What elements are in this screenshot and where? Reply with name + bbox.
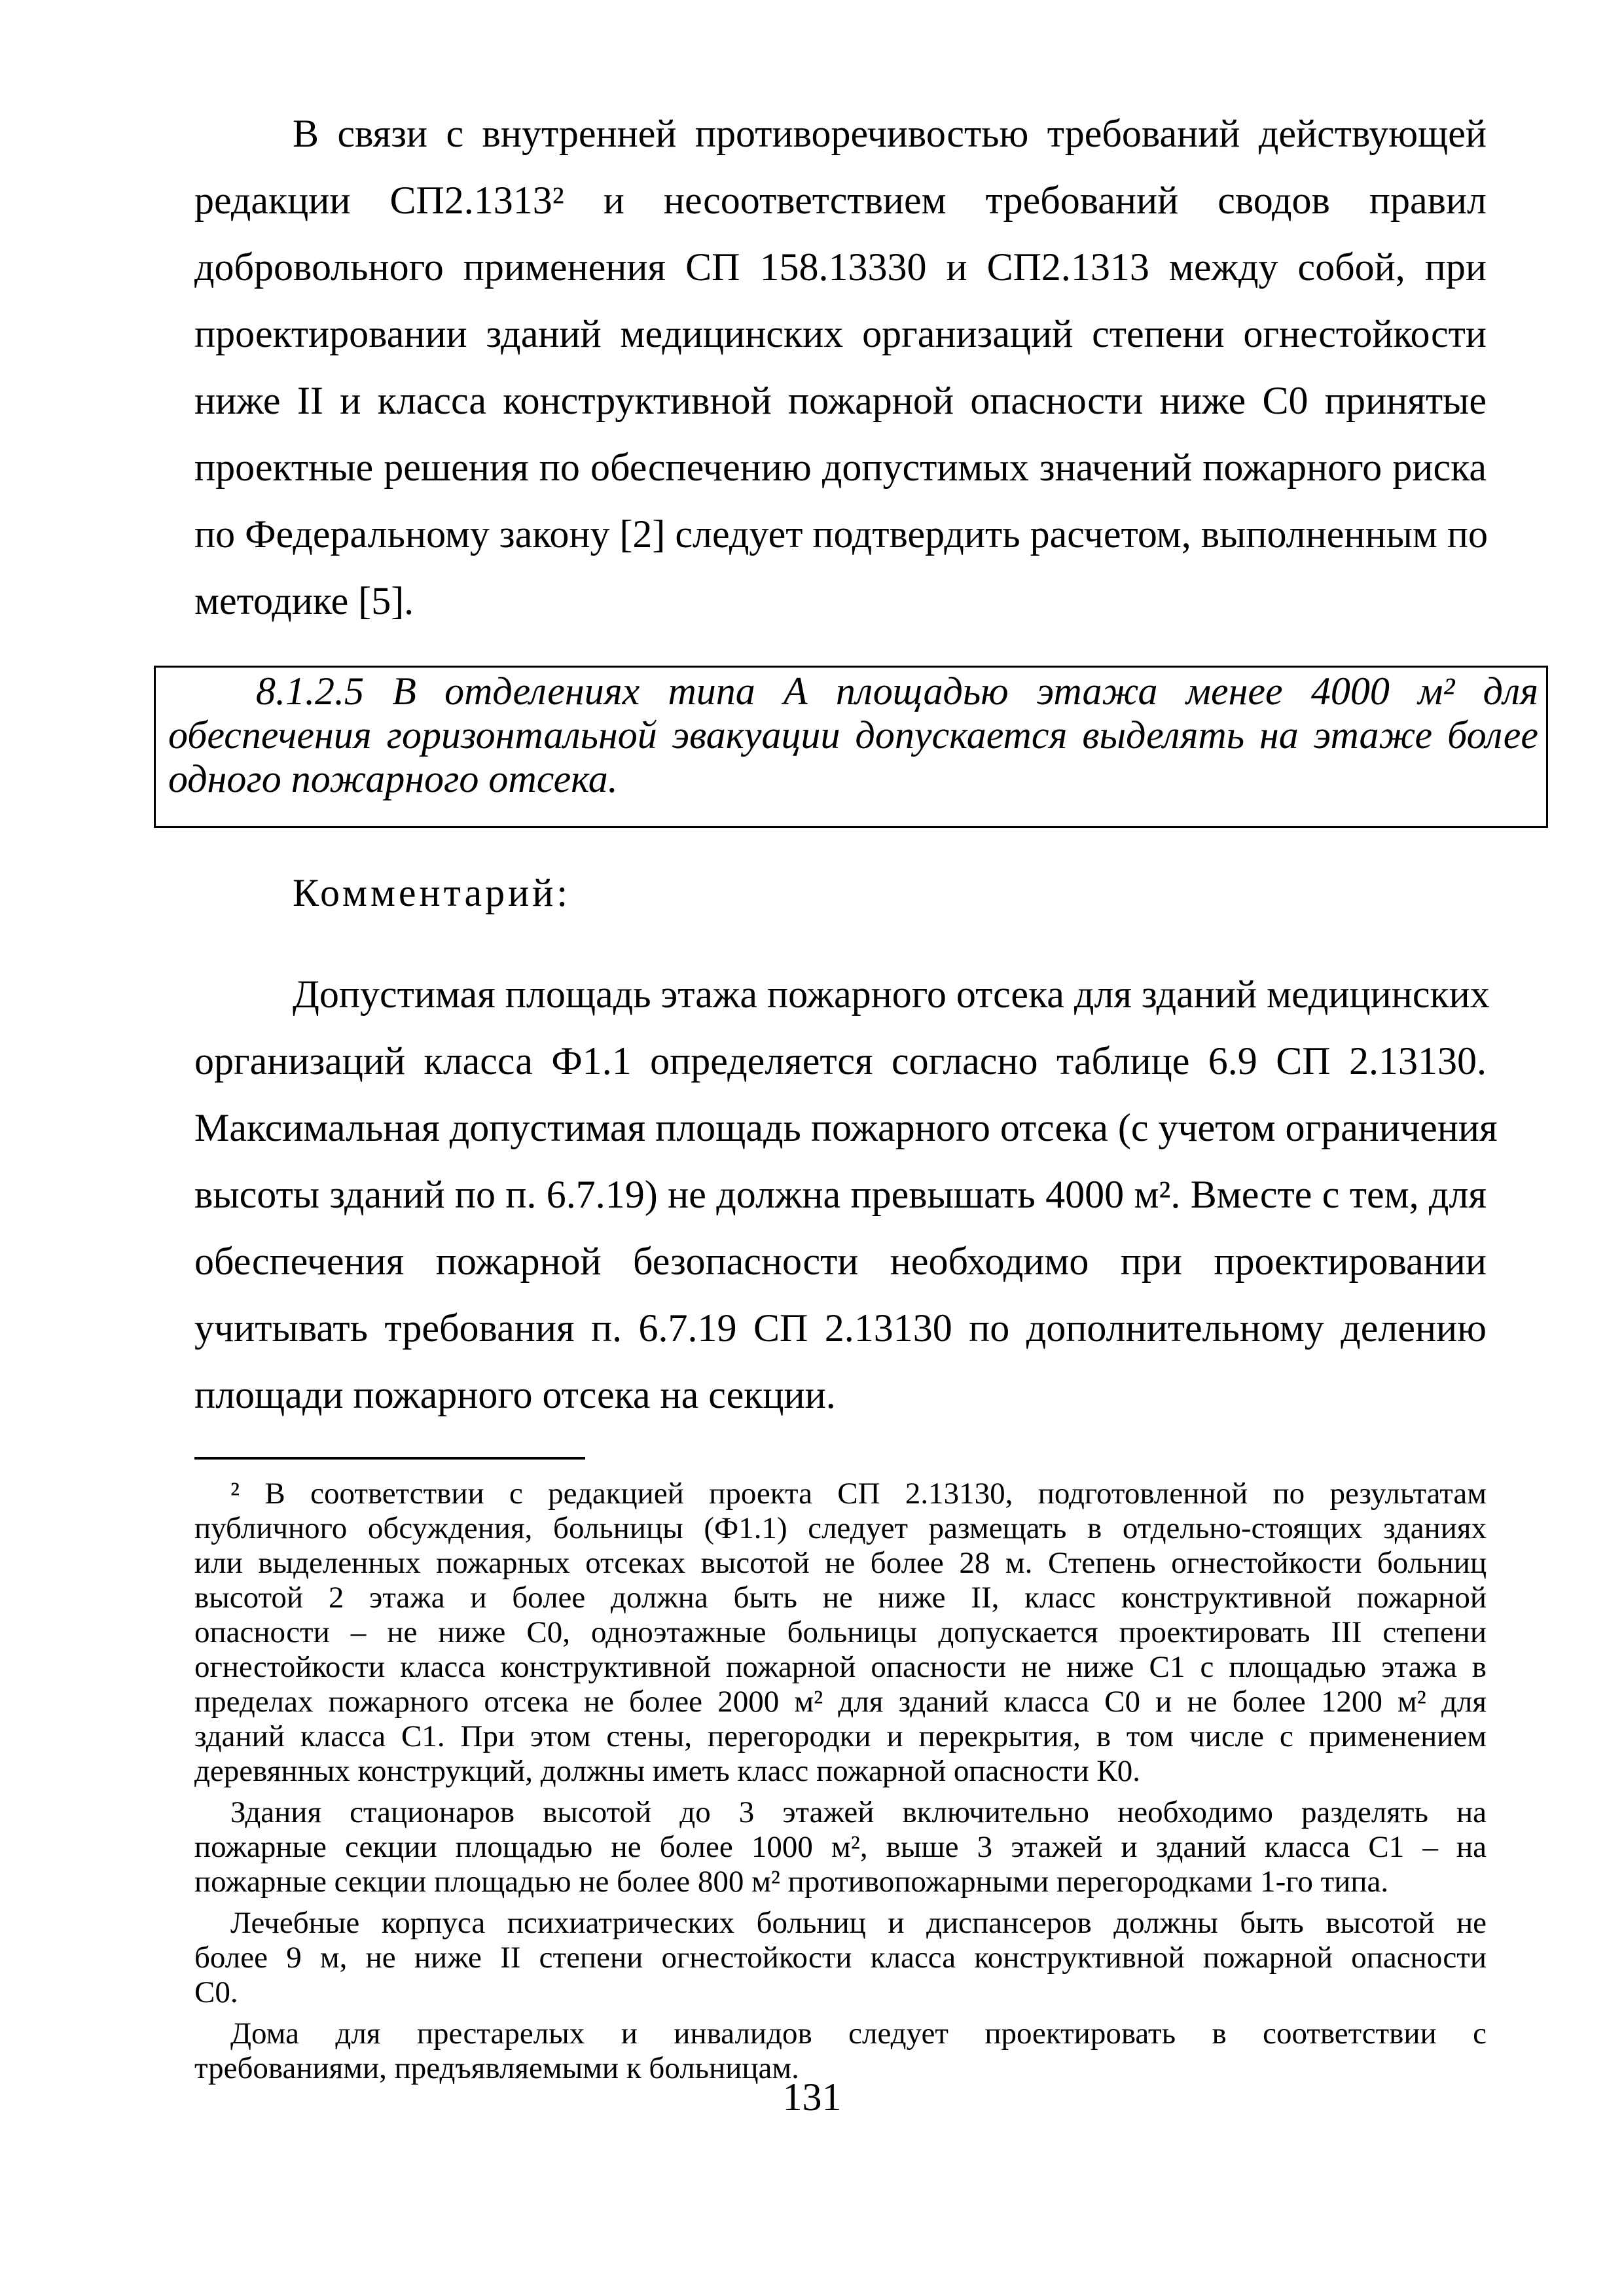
text-line: проектные решения по обеспечению допустимых значений пожарного риска	[194, 446, 1487, 489]
text-line: одного пожарного отсека.	[168, 757, 618, 800]
text-line: Дома для престарелых и инвалидов следует проектировать в соответствии с	[230, 2017, 1487, 2051]
text-line: редакции СП2.1313² и несоответствием требований сводов правил	[194, 179, 1487, 222]
text-line: методике [5].	[194, 579, 414, 622]
text-line: учитывать требования п. 6.7.19 СП 2.13130 по дополнительному делению	[194, 1306, 1487, 1350]
text-line: организаций класса Ф1.1 определяется согласно таблице 6.9 СП 2.13130.	[194, 1039, 1487, 1083]
text-line: высотой 2 этажа и более должна быть не ниже II, класс конструктивной пожарной	[194, 1581, 1487, 1615]
text-line: добровольного применения СП 158.13330 и СП2.1313 между собой, при	[194, 245, 1487, 289]
text-line: В связи с внутренней противоречивостью требований действующей	[293, 112, 1487, 155]
text-line: публичного обсуждения, больницы (Ф1.1) следует размещать в отдельно-стоящих зданиях	[194, 1511, 1487, 1545]
text-line: или выделенных пожарных отсеках высотой не более 28 м. Степень огнестойкости больниц	[194, 1546, 1487, 1580]
text-line: ниже II и класса конструктивной пожарной опасности ниже С0 принятые	[194, 379, 1487, 422]
text-line: более 9 м, не ниже II степени огнестойкости класса конструктивной пожарной опасности	[194, 1941, 1487, 1975]
text-line: площади пожарного отсека на секции.	[194, 1373, 836, 1416]
text-line: 8.1.2.5 В отделениях типа А площадью этажа менее 4000 м² для	[256, 670, 1538, 713]
comment-heading: Комментарий:	[293, 871, 571, 914]
text-line: Лечебные корпуса психиатрических больниц и диспансеров должны быть высотой не	[230, 1906, 1487, 1940]
text-line: огнестойкости класса конструктивной пожарной опасности не ниже С1 с площадью этажа в	[194, 1650, 1487, 1684]
page-number: 131	[782, 2075, 842, 2119]
text-line: Здания стационаров высотой до 3 этажей включительно необходимо разделять на	[230, 1795, 1487, 1829]
footnote-separator	[194, 1457, 585, 1460]
text-line: обеспечения горизонтальной эвакуации допускается выделять на этаже более	[168, 713, 1538, 757]
text-line: ² В соответствии с редакцией проекта СП 2.13130, подготовленной по результатам	[230, 1477, 1487, 1511]
text-line: зданий класса С1. При этом стены, перегородки и перекрытия, в том числе с применением	[194, 1719, 1487, 1753]
text-line: Максимальная допустимая площадь пожарного отсека (с учетом ограничения	[194, 1106, 1498, 1149]
text-line: С0.	[194, 1975, 238, 2009]
text-line: опасности – не ниже С0, одноэтажные больницы допускается проектировать III степени	[194, 1615, 1487, 1649]
text-line: высоты зданий по п. 6.7.19) не должна превышать 4000 м². Вместе с тем, для	[194, 1173, 1487, 1216]
text-line: по Федеральному закону [2] следует подтвердить расчетом, выполненным по	[194, 512, 1488, 556]
text-line: требованиями, предъявляемыми к больницам.	[194, 2051, 799, 2085]
text-line: проектировании зданий медицинских организаций степени огнестойкости	[194, 312, 1487, 355]
text-line: пожарные секции площадью не более 1000 м², выше 3 этажей и зданий класса С1 – на	[194, 1830, 1487, 1864]
text-line: Допустимая площадь этажа пожарного отсека для зданий медицинских	[293, 973, 1490, 1016]
text-line: пределах пожарного отсека не более 2000 м² для зданий класса С0 и не более 1200 м² для	[194, 1685, 1487, 1719]
text-line: обеспечения пожарной безопасности необходимо при проектировании	[194, 1240, 1487, 1283]
text-line: деревянных конструкций, должны иметь класс пожарной опасности К0.	[194, 1754, 1140, 1788]
text-line: пожарные секции площадью не более 800 м² противопожарными перегородками 1-го типа.	[194, 1865, 1389, 1899]
